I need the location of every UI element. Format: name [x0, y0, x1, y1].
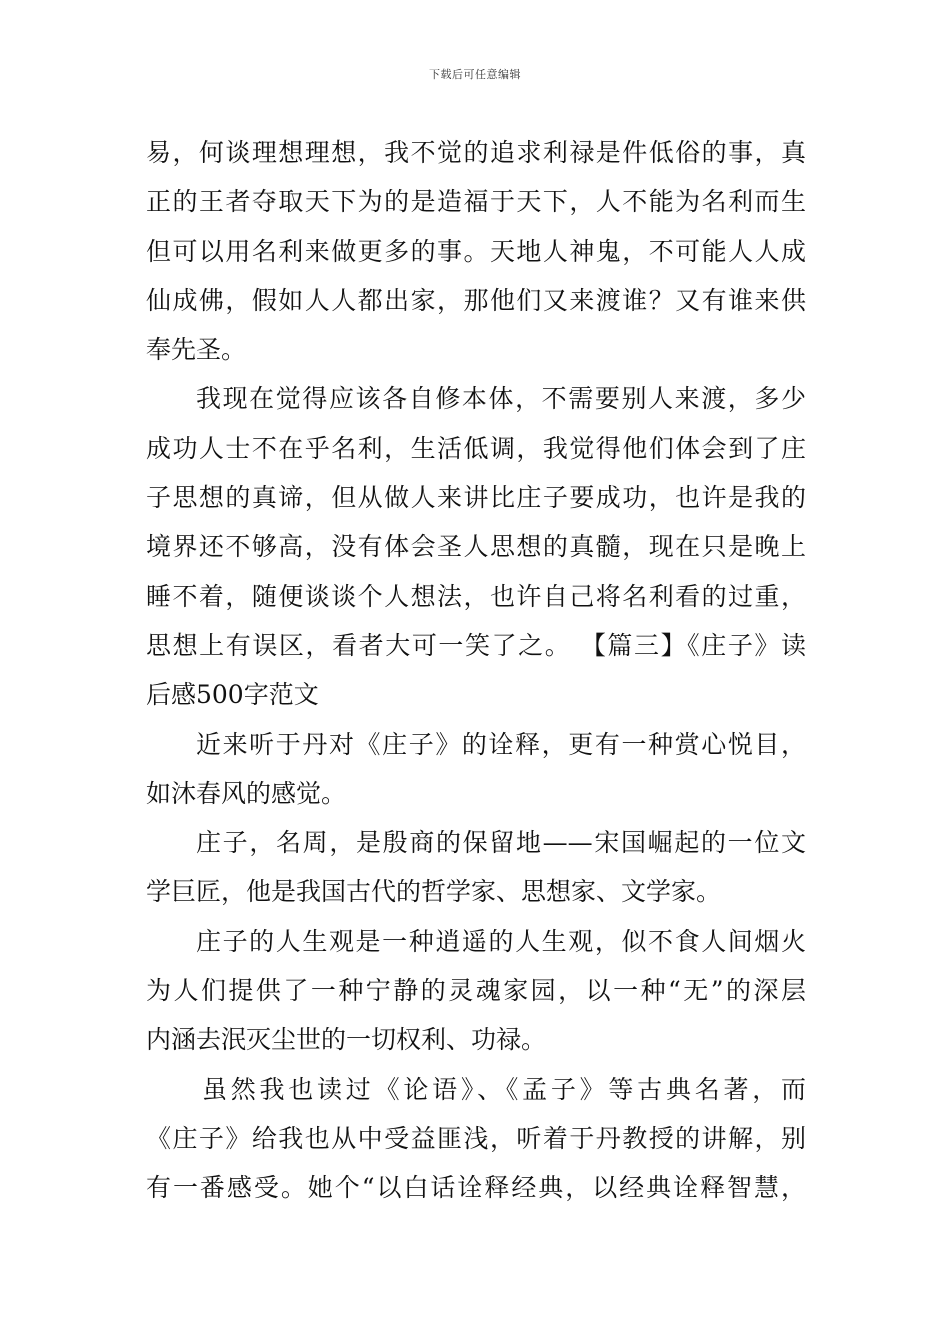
text-line: 庄子，名周，是殷商的保留地——宋国崛起的一位文: [196, 828, 806, 858]
text-line: 如沐春风的感觉。: [146, 778, 347, 808]
text-line: 思想上有误区，看者大可一笑了之。 【篇三】《庄子》读: [146, 630, 806, 660]
text-line: 学巨匠，他是我国古代的哲学家、思想家、文学家。: [146, 877, 722, 907]
text-line: 有一番感受。她个“以白话诠释经典，以经典诠释智慧，: [146, 1173, 806, 1203]
body-text: [146, 128, 806, 1213]
text-line: 《庄子》给我也从中受益匪浅，听着于丹教授的讲解，别: [146, 1123, 806, 1153]
text-line: 正的王者夺取天下为的是造福于天下，人不能为名利而生: [146, 187, 806, 217]
text-line: 易，何谈理想理想，我不觉的追求利禄是件低俗的事，真: [146, 138, 806, 167]
text-line: 为人们提供了一种宁静的灵魂家园，以一种“无”的深层: [146, 976, 806, 1006]
text-line: 后感500字范文: [146, 680, 319, 710]
text-line: 但可以用名利来做更多的事。天地人神鬼，不可能人人成: [146, 236, 806, 266]
text-line: 成功人士不在乎名利，生活低调，我觉得他们体会到了庄: [146, 433, 806, 463]
page-header-note: 下载后可任意编辑: [429, 68, 521, 81]
text-line: 境界还不够高，没有体会圣人思想的真髓，现在只是晚上: [146, 532, 806, 562]
text-line: 睡不着，随便谈谈个人想法，也许自己将名利看的过重，: [146, 581, 806, 611]
text-line: 虽然我也读过《论语》、《孟子》等古典名著，而: [202, 1074, 806, 1104]
text-line: 子思想的真谛，但从做人来讲比庄子要成功，也许是我的: [146, 483, 806, 513]
text-line: 奉先圣。: [146, 335, 247, 365]
text-line: 仙成佛，假如人人都出家，那他们又来渡谁？又有谁来供: [146, 285, 806, 315]
text-line: 我现在觉得应该各自修本体，不需要别人来渡，多少: [196, 384, 806, 414]
text-line: 庄子的人生观是一种逍遥的人生观，似不食人间烟火: [196, 926, 806, 956]
text-line: 内涵去泯灭尘世的一切权利、功禄。: [146, 1025, 547, 1055]
text-line: 近来听于丹对《庄子》的诠释，更有一种赏心悦目，: [196, 729, 806, 759]
